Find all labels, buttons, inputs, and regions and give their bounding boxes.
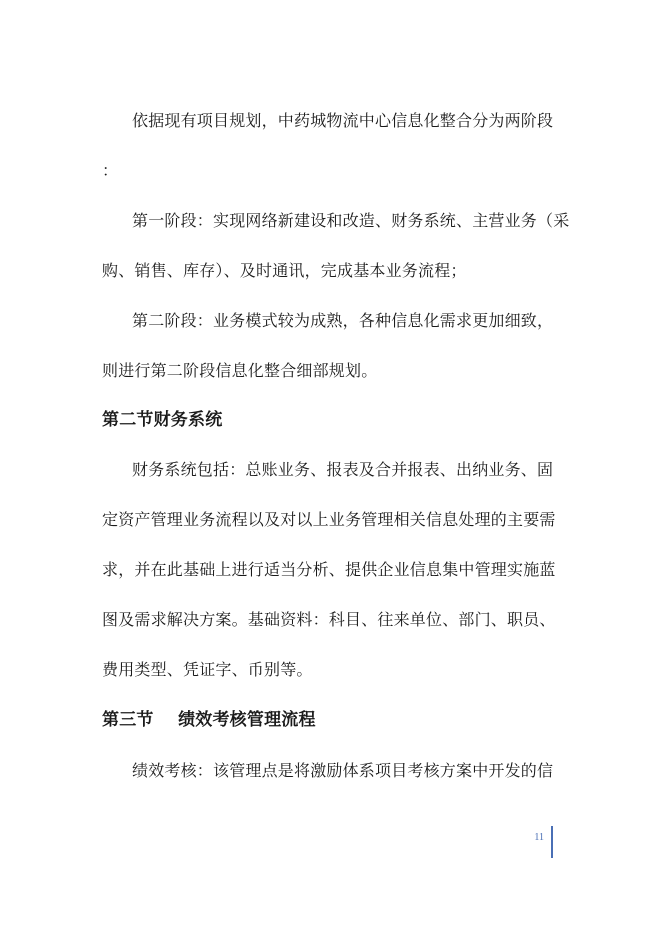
section-heading: 第二节财务系统: [102, 410, 223, 430]
page-number-rule: [551, 826, 553, 858]
paragraph-line: 绩效考核：该管理点是将激励体系项目考核方案中开发的信: [132, 761, 554, 780]
paragraph-line: 依据现有项目规划，中药城物流中心信息化整合分为两阶段: [132, 111, 554, 130]
page-number: 11: [534, 832, 544, 843]
paragraph-line: 第二阶段：业务模式较为成熟，各种信息化需求更加细致，: [132, 311, 554, 330]
paragraph-line: ：: [102, 161, 119, 180]
paragraph-line: 第一阶段：实现网络新建设和改造、财务系统、主营业务（采: [132, 211, 570, 230]
paragraph-line: 求，并在此基础上进行适当分析、提供企业信息集中管理实施蓝: [102, 560, 556, 579]
paragraph-line: 财务系统包括：总账业务、报表及合并报表、出纳业务、固: [132, 460, 554, 479]
paragraph-line: 定资产管理业务流程以及对以上业务管理相关信息处理的主要需: [102, 510, 556, 529]
section-heading: 第三节 绩效考核管理流程: [102, 710, 316, 730]
paragraph-line: 则进行第二阶段信息化整合细部规划。: [102, 361, 378, 380]
paragraph-line: 购、销售、库存）、及时通讯，完成基本业务流程；: [102, 261, 467, 280]
paragraph-line: 图及需求解决方案。基础资料：科目、往来单位、部门、职员、: [102, 610, 556, 629]
paragraph-line: 费用类型、凭证字、币别等。: [102, 660, 313, 679]
